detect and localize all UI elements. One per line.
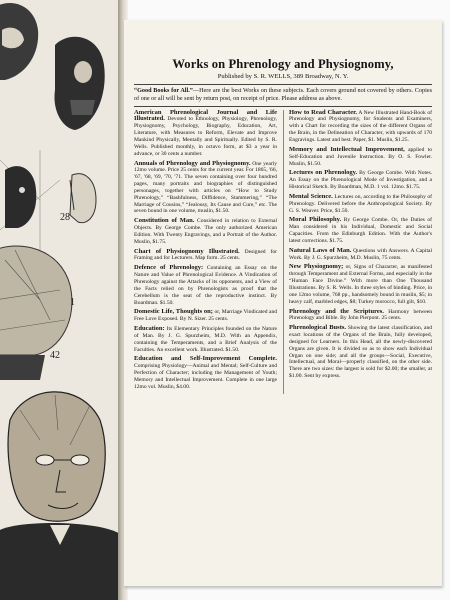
book-entry	[289, 248, 432, 262]
book-description: Containing an Essay on the Nature and Value of Phrenological Evidence. A Vindication of Phrenology against the Attacks of its opponents, and a View of the Facts relied on by Phrenologists as proof that the Cerebellum is the seat of the reproductive instinct. By Boardman. $1.50.	[134, 265, 277, 306]
book-description: Designed for Framing and for Lecturers. Map form. 25 cents.	[134, 248, 277, 262]
book-entry	[289, 110, 432, 144]
phrenology-heads-illustration	[0, 0, 122, 600]
publisher-line: Published by S. R. WELLS, 389 Broadway, N. Y.	[217, 73, 349, 80]
intro-rule	[134, 106, 432, 107]
book-title: Constitution of Man.	[134, 217, 195, 225]
book-title: Education:	[134, 325, 165, 333]
book-title: Moral Philosophy.	[289, 216, 342, 224]
book-description: Showing the latest classification, and exact locations of the Organs of the Brain, fully developed, designed for Learners. In this Head, all the newly-discovered Organs are given. It is divided so as to show each Individual Organ on one side; and all the groups—Social, Executive, Intellectual, and Moral—properly classified, on the other side. There are two sizes: the largest is sold for $2.00; the smaller, at $1.00. Sent by express.	[289, 325, 432, 380]
book-entry	[134, 249, 277, 263]
book-title: Phrenological Busts.	[289, 324, 347, 332]
book-description: By George Combe. With Notes. An Essay on the Phrenological Mode of Investigation, and a Historical Sketch. By Boardman, M.D. 1 vol. 12mo. $1.75.	[289, 170, 433, 191]
book-entry	[289, 147, 432, 168]
book-description: applied to Self-Education and Juvenile Instruction. By O. S. Fowler. Muslin, $1.50.	[289, 146, 433, 167]
book-title: Mental Science.	[289, 192, 333, 200]
page-title: Works on Phrenology and Physiognomy,	[172, 57, 394, 71]
book-entry	[289, 170, 432, 191]
book-title: Memory and Intellectual Improvement,	[289, 145, 405, 153]
book-title: Defence of Phrenology:	[134, 264, 204, 272]
intro-paragraph	[134, 87, 432, 103]
book-entry	[289, 217, 432, 244]
book-entry	[134, 265, 277, 306]
book-entry	[134, 356, 277, 390]
book-title: Annuals of Phrenology and Physiognomy.	[134, 159, 251, 167]
figure-number-42: 42	[50, 350, 60, 361]
book-entry	[134, 161, 277, 216]
book-entry	[134, 218, 277, 245]
book-description: One yearly 12mo volume. Price 25 cents for the current year. For 1865, '66, '67, '68, '69, '70, '71. The seven containing over four hundred pages, many portraits and biographies of distinguished personages, together with articles on “How to Study Phrenology,” “Bashfulness, Diffidence, Stammering,” “The Marriage of Cousins,” “Jealousy, Its Cause and Cure,” etc. The seven bound in one volume, muslin, $1.50.	[134, 160, 277, 215]
page-content	[134, 56, 432, 394]
book-description: A New Illustrated Hand-Book of Phrenology and Physiognomy, for Students and Examiners, with a Chart for recording the sizes of the different Organs of the Brain, in the Delineation of Character, with upwards of 170 Engravings. Latest and best. Paper, $1. Muslin, $1.25.	[289, 109, 432, 143]
book-title: Lectures on Phrenology.	[289, 169, 358, 177]
skull-illustration	[0, 3, 38, 80]
book-description: Considered in relation to External Objects. By George Combe. The only authorized American Edition. With Twenty Engravings, and a Portrait of the Author. Muslin, $1.75.	[134, 218, 278, 245]
book-title: New Physiognomy;	[289, 263, 344, 271]
book-listing	[134, 110, 432, 394]
book-entry	[134, 110, 277, 158]
figure-number-28: 28	[60, 212, 70, 223]
book-description: By George Combe. Or, the Duties of Man considered in his Individual, Domestic and Social Capacities. From the Edinburgh Edition. With the Author's latest corrections. $1.75.	[289, 217, 432, 244]
book-title: American Phrenological Journal and Life Illustrated.	[134, 108, 277, 123]
right-column	[283, 110, 432, 394]
book-title: Education and Self-Improvement Complete.	[134, 355, 277, 363]
book-description: Questions with Answers. A Capital Work. By J. G. Spurzheim, M.D. Muslin, 75 cents.	[289, 247, 432, 261]
face-profile-illustration	[70, 174, 96, 223]
book-title: How to Read Character.	[289, 108, 357, 116]
intro-lead: “Good Books for All.”	[134, 87, 193, 94]
left-column	[134, 110, 277, 394]
book-title: Phrenology and the Scriptures.	[289, 307, 384, 315]
phrenology-head-illustration	[0, 246, 72, 380]
head-profile-illustration	[5, 166, 36, 228]
book-description: or, Signs of Character, as manifested through Temperament and External Forms, and especially in the “Human Face Divine.” With more than One Thousand Illustrations. By S. R. Wells. In three styles of binding. Price, in one 12mo volume, 768 pp., handsomely bound in muslin, $5; in heavy calf, marbled edges, $8; Turkey morocco, full gilt, $10.	[289, 264, 432, 305]
book-title: Natural Laws of Man.	[289, 246, 352, 254]
intro-text: —Here are the best Works on these subjects. Each covers ground not covered by others. Copies of one or all will be sent by return post, on receipt of price. Please address as above.	[134, 87, 432, 102]
book-entry	[289, 264, 432, 305]
book-description: or, Marriage Vindicated and Free Love Exposed. By N. Sizer. 25 cents.	[134, 309, 278, 323]
book-entry	[134, 309, 277, 323]
skull-profile-illustration	[54, 37, 104, 130]
book-description: Lectures on, according to the Philosophy of Phrenology. Delivered before the Anthropological Society. By G. S. Weaver. Price, $1.50.	[289, 193, 432, 214]
right-page	[124, 20, 442, 586]
figure-number-1: 1	[70, 297, 75, 308]
book-description: Devoted to Ethnology, Physiology, Phrenology, Physiognomy, Psychology, Biography, Education, Art, Literature, with Measures to Reform, Elevate and Improve Mankind Physically, Mentally and Spiritually. Edited by S. R. Wells. Published monthly, in octavo form, at $3 a year in advance, or 30 cents a number.	[134, 116, 278, 157]
book-entry	[289, 325, 432, 380]
book-description: Harmony between Phrenology and Bible. By John Pierpont. 25 cents.	[289, 308, 432, 322]
book-description: Comprising Physiology—Animal and Mental; Self-Culture and Perfection of Character; including the Management of Youth; Memory and Intellectual Improvement. Complete in one large 12mo vol. Muslin, $4.00.	[134, 363, 277, 390]
book-entry	[289, 194, 432, 215]
book-entry	[289, 309, 432, 323]
title-rule	[134, 84, 432, 85]
book-title: Chart of Physiognomy Illustrated.	[134, 247, 240, 255]
book-description: Its Elementary Principles founded on the Nature of Man. By J. G. Spurzheim, M.D. With an Appendix, containing the Temperaments, and a Brief Analysis of the Faculties. An excellent work. Illustrated. $1.50.	[134, 326, 277, 353]
book-entry	[134, 326, 277, 353]
left-page-illustration	[0, 0, 123, 600]
portrait-illustration	[0, 392, 122, 600]
book-title: Domestic Life, Thoughts on;	[134, 308, 213, 316]
